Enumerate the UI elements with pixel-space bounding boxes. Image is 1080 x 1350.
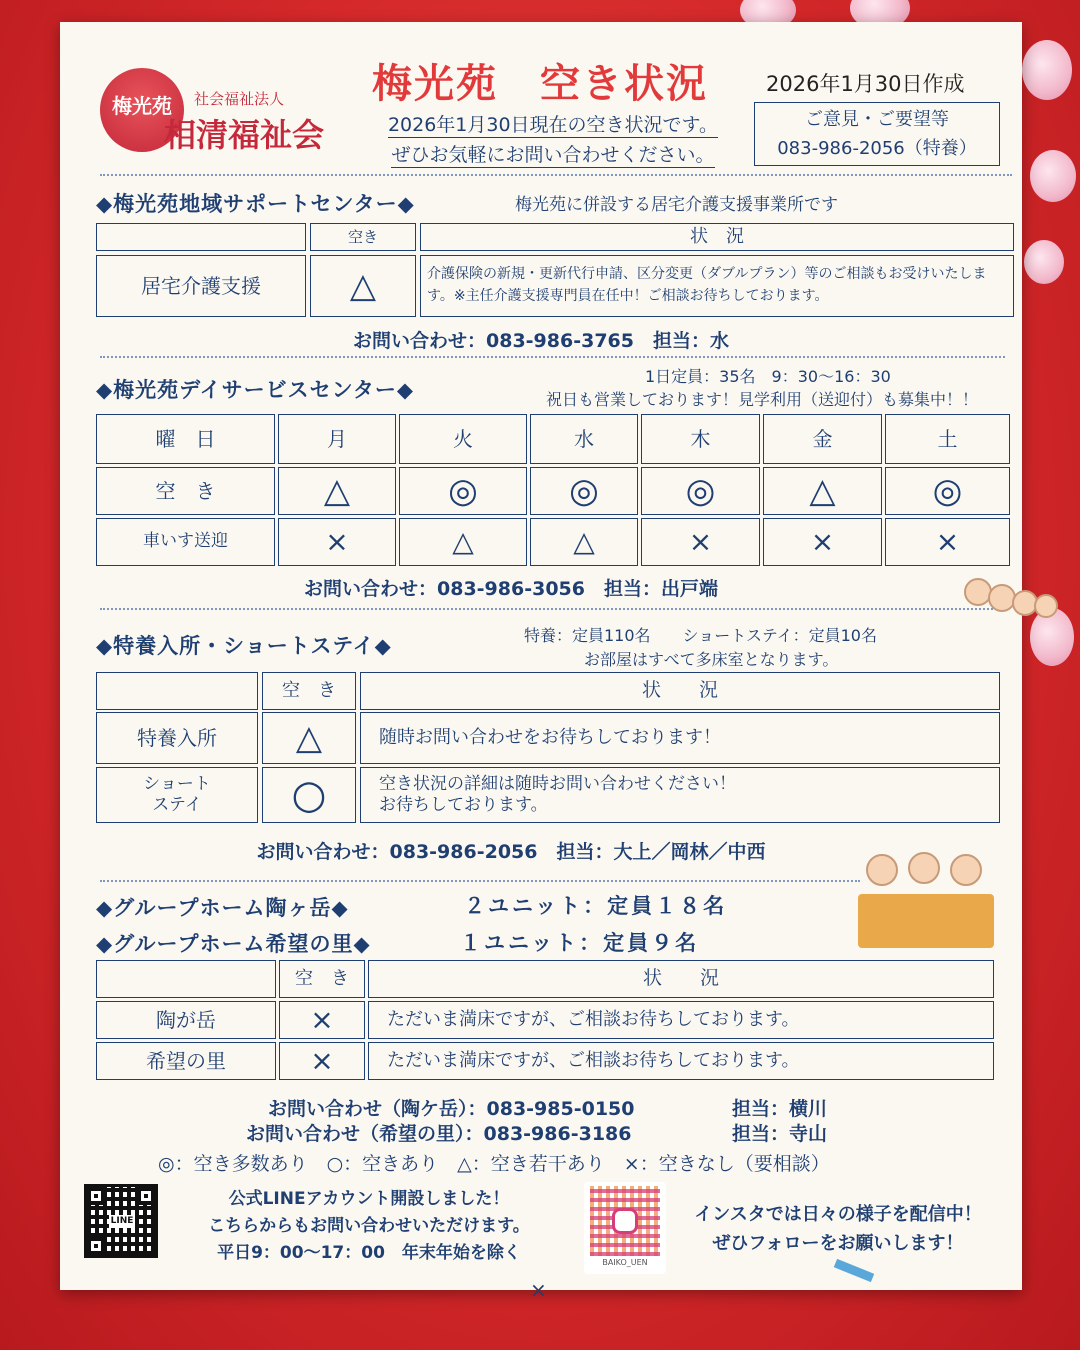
day-cell-wheelchair: × xyxy=(885,518,1010,566)
cherry-blossom xyxy=(1024,240,1064,284)
instagram-qr-card[interactable] xyxy=(584,1182,666,1274)
special-status-nursing: 随時お問い合わせをお待ちしております！ xyxy=(360,712,1000,764)
special-vacancy-short: ○ xyxy=(262,767,356,823)
status-line-2: ぜひお気軽にお問い合わせください。 xyxy=(391,144,715,166)
group-vacancy-suegadake: × xyxy=(279,1001,365,1039)
divider xyxy=(100,880,860,882)
special-row-label-short xyxy=(96,767,258,823)
day-cell-wheelchair: × xyxy=(278,518,396,566)
line-text-2: こちらからもお問い合わせいただけます。 xyxy=(208,1216,530,1236)
special-header-status: 状 況 xyxy=(360,672,1000,710)
logo-mark: 梅光苑 xyxy=(112,94,172,118)
special-row-label-nursing: 特養入所 xyxy=(96,712,258,764)
day-cell-wheelchair: × xyxy=(641,518,760,566)
page-title: 梅光苑 空き状況 xyxy=(372,61,708,107)
support-header-vacancy: 空き xyxy=(310,223,416,251)
day-row-label-weekday: 曜 日 xyxy=(96,414,275,464)
line-text-1: 公式LINEアカウント開設しました！ xyxy=(228,1189,510,1209)
group-status-kibou: ただいま満床ですが、ご相談お待ちしております。 xyxy=(368,1042,994,1080)
day-cell-weekday: 火 xyxy=(399,414,527,464)
section-title-group2: ◆グループホーム希望の里◆ xyxy=(96,932,371,956)
day-cell-wheelchair: △ xyxy=(399,518,527,566)
divider xyxy=(100,608,1005,610)
day-cell-vacancy: ◎ xyxy=(641,467,760,515)
feedback-phone: 083-986-2056（特養） xyxy=(777,138,977,159)
special-note-rooms: お部屋はすべて多床室となります。 xyxy=(584,650,839,669)
cherry-blossom xyxy=(1030,150,1076,202)
line-qr-code[interactable] xyxy=(84,1184,158,1258)
group-status-suegadake: ただいま満床ですが、ご相談お待ちしております。 xyxy=(368,1001,994,1039)
day-inquiry: お問い合わせ：083-986-3056 担当：出戸端 xyxy=(304,578,718,600)
symbol-legend: ◎：空き多数あり ○：空きあり △：空き若干あり ×：空きなし（要相談） xyxy=(158,1153,830,1175)
section-title-special: ◆特養入所・ショートステイ◆ xyxy=(96,634,392,658)
line-text-3: 平日9：00〜17：00 年末年始を除く xyxy=(217,1243,521,1263)
tape-decoration xyxy=(834,1259,874,1282)
org-subtitle: 社会福祉法人 xyxy=(194,90,285,108)
day-cell-vacancy: △ xyxy=(763,467,882,515)
day-row-label-vacancy: 空 き xyxy=(96,467,275,515)
cherry-blossom xyxy=(1022,40,1072,100)
section-title-day: ◆梅光苑デイサービスセンター◆ xyxy=(96,378,414,402)
support-inquiry: お問い合わせ：083-986-3765 担当：水 xyxy=(353,330,729,352)
status-line-1: 2026年1月30日現在の空き状況です。 xyxy=(387,114,719,136)
group-header-status: 状 況 xyxy=(368,960,994,998)
section-title-support: ◆梅光苑地域サポートセンター◆ xyxy=(96,192,415,216)
special-header-blank xyxy=(96,672,258,710)
group2-capacity: １ユニット：定員９名 xyxy=(460,931,700,955)
insta-text-2: ぜひフォローをお願いします！ xyxy=(712,1233,964,1254)
instagram-qr-label: BAIKO_UEN xyxy=(602,1258,648,1267)
insta-text-1: インスタでは日々の様子を配信中！ xyxy=(694,1204,982,1225)
support-note: 梅光苑に併設する居宅介護支援事業所です xyxy=(515,195,838,215)
special-header-vacancy: 空 き xyxy=(262,672,356,710)
group-header-vacancy: 空 き xyxy=(279,960,365,998)
support-row-label: 居宅介護支援 xyxy=(96,255,306,317)
day-cell-weekday: 土 xyxy=(885,414,1010,464)
short-label-line2: ステイ xyxy=(152,795,202,815)
feedback-contact-box xyxy=(754,102,1000,166)
short-label-line1: ショート xyxy=(143,773,211,794)
support-status-text: 介護保険の新規・更新代行申請、区分変更（ダブルプラン）等のご相談もお受けいたします。※主任介護支援専門員在任中！ご相談お待ちしております。 xyxy=(420,255,1014,317)
group-vacancy-kibou: × xyxy=(279,1042,365,1080)
support-header-status: 状 況 xyxy=(420,223,1014,251)
special-inquiry: お問い合わせ：083-986-2056 担当：大上／岡林／中西 xyxy=(256,841,766,863)
day-note-open: 祝日も営業しております！見学利用（送迎付）も募集中！！ xyxy=(546,390,979,409)
divider xyxy=(100,174,1012,176)
day-cell-vacancy: ◎ xyxy=(530,467,638,515)
support-vacancy-symbol: △ xyxy=(310,255,416,317)
short-status-line2: お待ちしております。 xyxy=(379,795,548,815)
day-cell-vacancy: ◎ xyxy=(885,467,1010,515)
group2-staff: 担当：寺山 xyxy=(732,1123,828,1145)
section-title-group1: ◆グループホーム陶ヶ岳◆ xyxy=(96,896,349,920)
day-cell-vacancy: ◎ xyxy=(399,467,527,515)
special-note-capacity: 特養：定員110名 ショートステイ：定員10名 xyxy=(524,626,877,645)
group-header-blank xyxy=(96,960,276,998)
day-cell-vacancy: △ xyxy=(278,467,396,515)
day-cell-weekday: 木 xyxy=(641,414,760,464)
short-status-line1: 空き状況の詳細は随時お問い合わせください！ xyxy=(379,773,736,794)
day-cell-weekday: 金 xyxy=(763,414,882,464)
bottom-mark: × xyxy=(530,1278,547,1302)
day-cell-weekday: 水 xyxy=(530,414,638,464)
line-qr-label: LINE xyxy=(110,1216,134,1226)
special-vacancy-nursing: △ xyxy=(262,712,356,764)
group1-staff: 担当：横川 xyxy=(732,1098,828,1120)
cherry-blossom xyxy=(1030,608,1074,666)
special-status-short xyxy=(360,767,1000,823)
divider xyxy=(100,356,1005,358)
group1-inquiry: お問い合わせ（陶ケ岳）：083-985-0150 xyxy=(268,1098,635,1120)
instagram-icon xyxy=(612,1208,638,1234)
group-row-label-suegadake: 陶が岳 xyxy=(96,1001,276,1039)
day-cell-wheelchair: △ xyxy=(530,518,638,566)
day-cell-wheelchair: × xyxy=(763,518,882,566)
org-name: 相清福祉会 xyxy=(164,116,325,154)
created-date: 2026年1月30日作成 xyxy=(766,72,965,96)
group2-inquiry: お問い合わせ（希望の里）：083-986-3186 xyxy=(246,1123,632,1145)
day-cell-weekday: 月 xyxy=(278,414,396,464)
group-row-label-kibou: 希望の里 xyxy=(96,1042,276,1080)
support-header-blank xyxy=(96,223,306,251)
flyer-sheet xyxy=(60,22,1022,1302)
day-row-label-wheelchair: 車いす送迎 xyxy=(96,518,275,566)
feedback-label: ご意見・ご要望等 xyxy=(805,109,949,130)
day-note-hours: 1日定員：35名 9：30〜16：30 xyxy=(645,367,891,386)
group1-capacity: ２ユニット：定員１８名 xyxy=(464,894,728,918)
